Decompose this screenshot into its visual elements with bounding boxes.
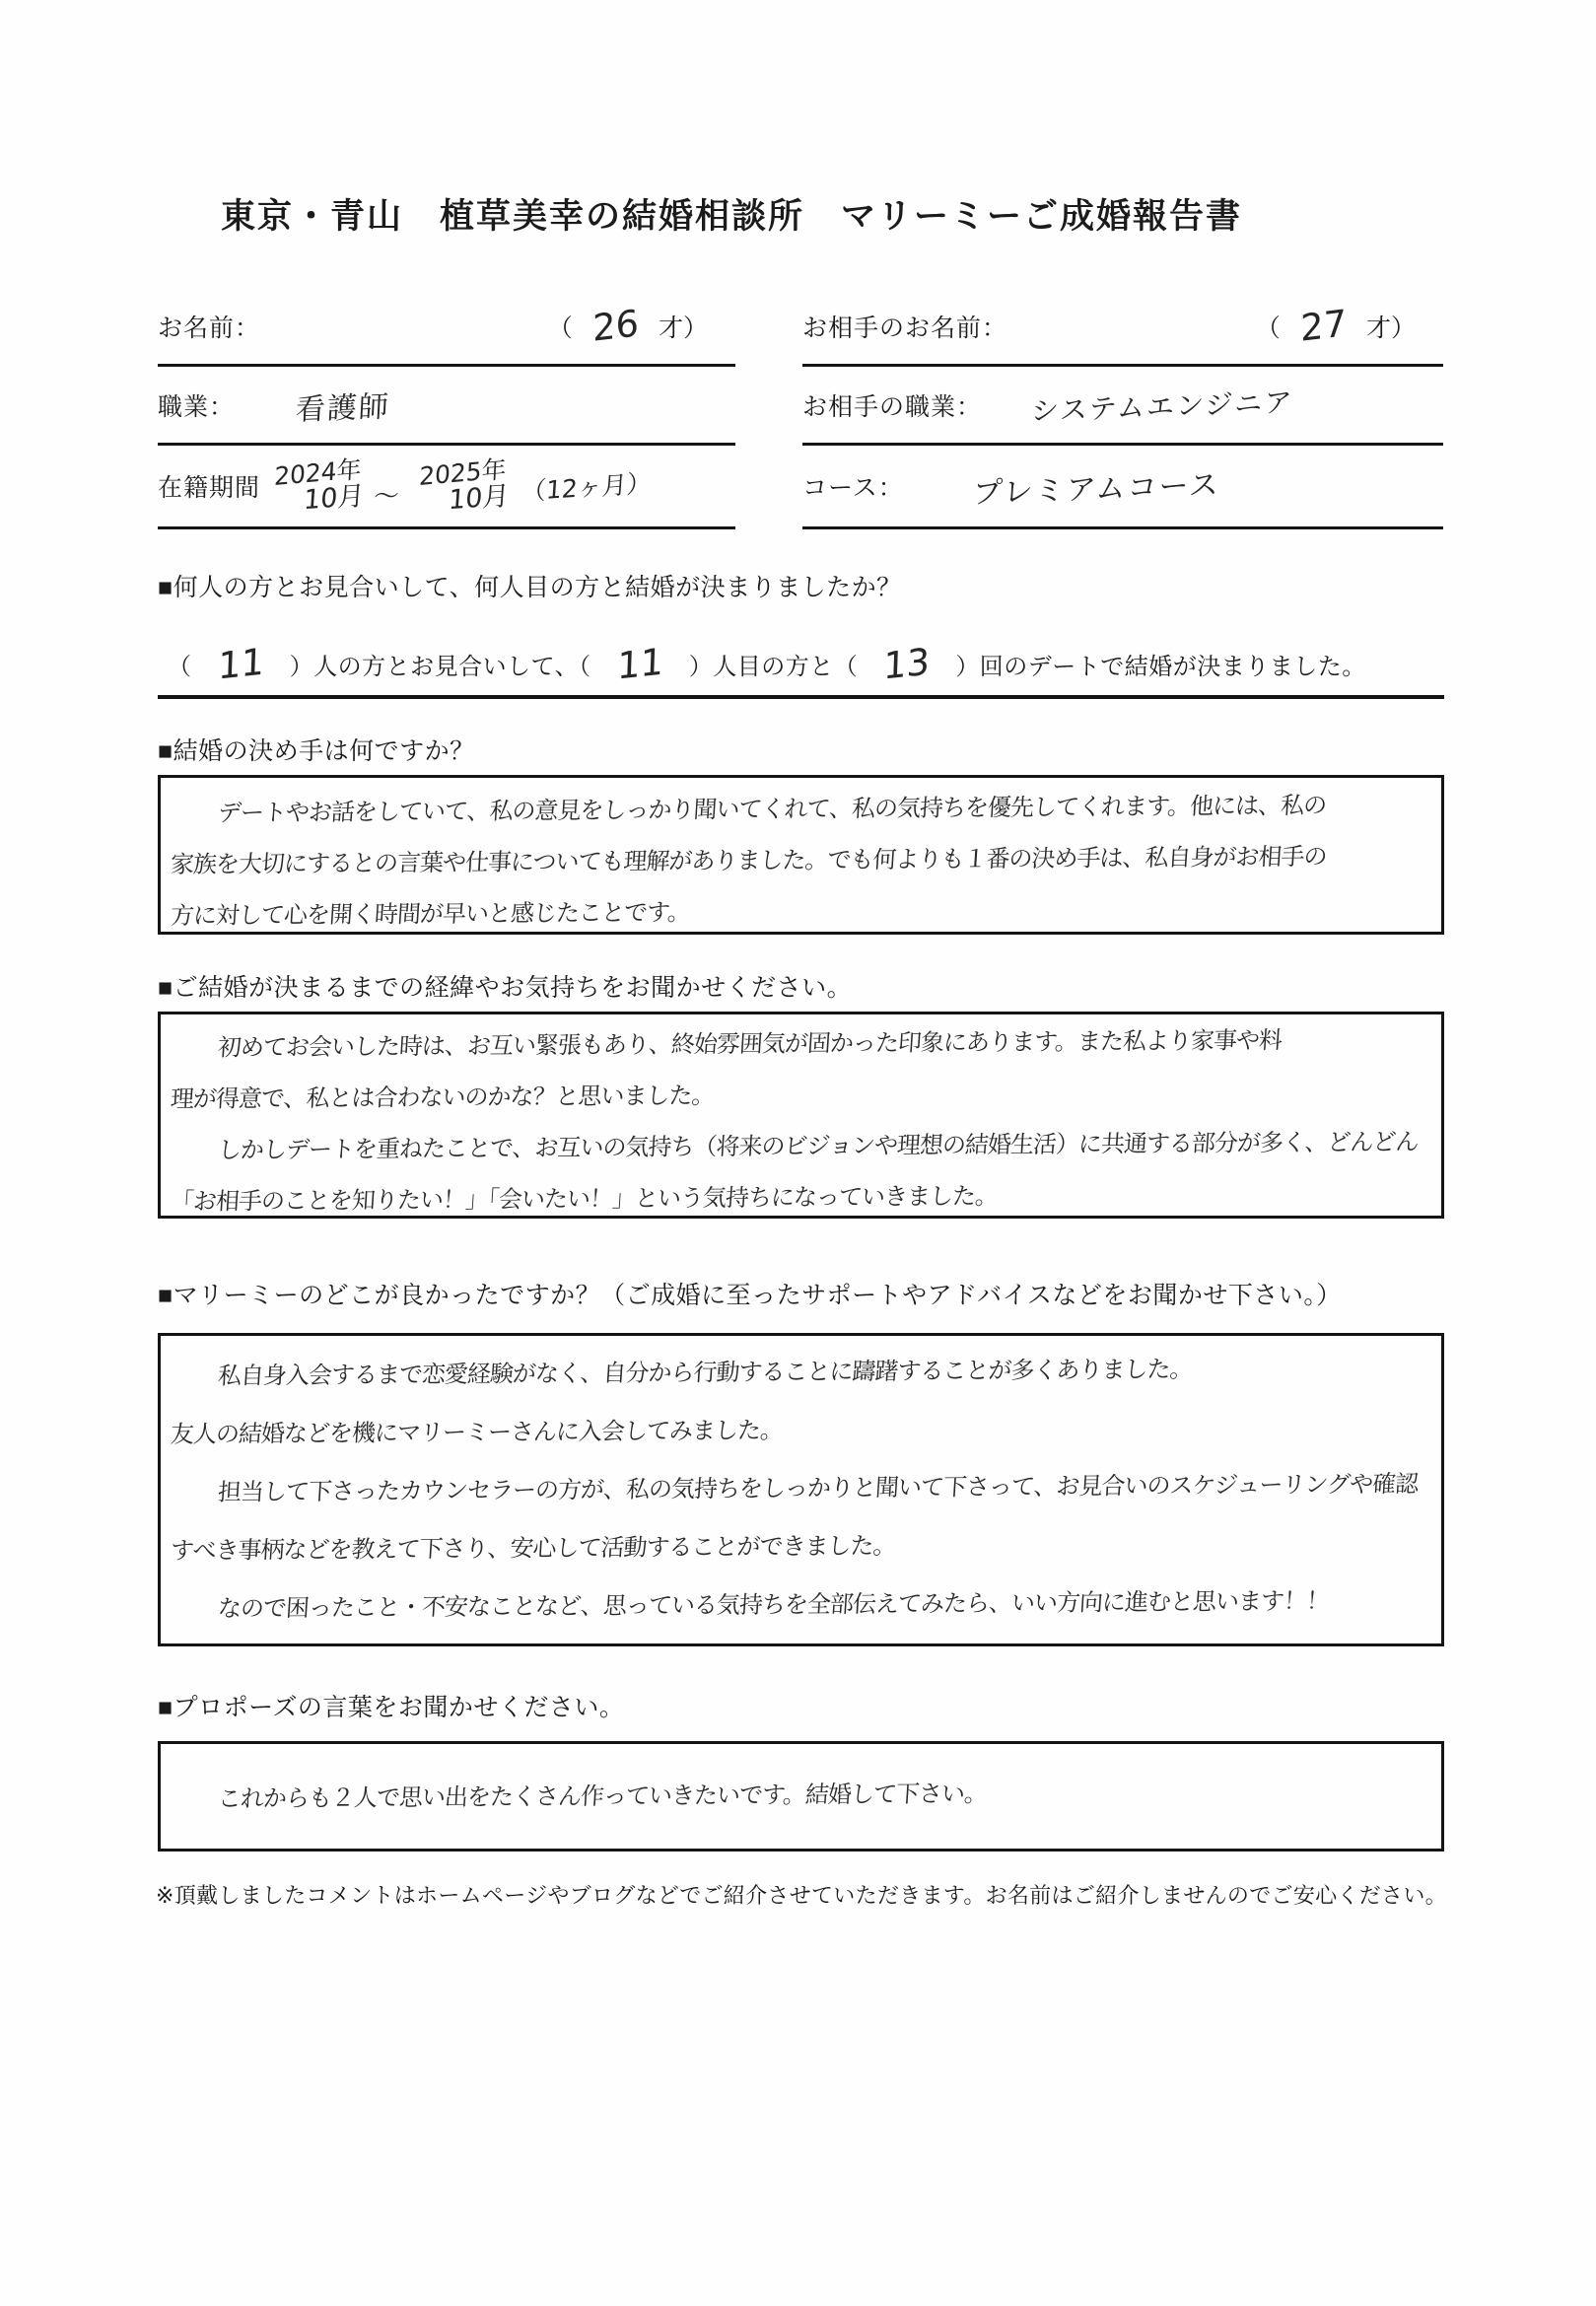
answer-box-q2 <box>158 775 1444 935</box>
period-tilde: ～ <box>373 481 401 513</box>
handwritten-age: 26 <box>591 302 640 350</box>
profile-table-self <box>158 288 735 529</box>
answer-box-q3 <box>158 1012 1444 1219</box>
period-label: 在籍期間 <box>158 474 261 502</box>
partner-job-label: お相手の職業： <box>802 392 983 421</box>
paren-close: 才） <box>1365 314 1416 342</box>
question-4-heading: ■マリーミーのどこが良かったですか？（ご成婚に至ったサポートやアドバイスなどをお聞かせ下さい。） <box>158 1282 1342 1309</box>
period-end-year: 2025年 <box>418 454 508 492</box>
period-end-month: 10月 <box>448 480 511 517</box>
answer-line: 初めてお会いした時は、お互い緊張もあり、終始雰囲気が固かった印象にあります。また私より家事や料 <box>217 1026 1283 1062</box>
handwritten-period-start <box>273 454 366 517</box>
handwritten-course: プレミアムコース <box>971 467 1221 512</box>
answer-line: しかしデートを重ねたことで、お互いの気持ち（将来のビジョンや理想の結婚生活）に共通する部分が多く、どんどん <box>217 1128 1420 1164</box>
name-label: お名前： <box>158 314 261 342</box>
answer-line: これからも２人で思い出をたくさん作っていきたいです。結婚して下さい。 <box>217 1780 988 1813</box>
handwritten-job: 看護師 <box>294 388 391 428</box>
field-row-partner-name <box>802 288 1443 367</box>
partner-age-group <box>1255 302 1416 350</box>
field-row-period <box>158 446 735 529</box>
answer-line: すべき事柄などを教えて下さり、安心して活動することができました。 <box>170 1531 897 1565</box>
partner-name-label: お相手のお名前： <box>802 314 1008 342</box>
age-group <box>547 302 708 350</box>
handwritten-partner-job: システムエンジニア <box>1030 384 1295 428</box>
handwritten-partner-age: 27 <box>1299 302 1348 350</box>
answer-line: 「お相手のことを知りたい！」「会いたい！」という気持ちになっていきました。 <box>170 1182 999 1216</box>
field-row-partner-job <box>802 367 1443 446</box>
question-1-heading: ■何人の方とお見合いして、何人目の方と結婚が決まりましたか？ <box>158 574 902 601</box>
answer-line: 友人の結婚などを機にマリーミーさんに入会してみました。 <box>170 1416 784 1448</box>
paren-open: （ <box>1255 314 1281 342</box>
handwritten-duration: （12ヶ月） <box>520 468 653 507</box>
field-row-course <box>802 446 1443 529</box>
answer-box-q5 <box>158 1741 1444 1852</box>
answer-line: 家族を大切にするとの言葉や仕事についても理解がありました。でも何よりも１番の決め手は、私自身がお相手の <box>170 842 1328 878</box>
field-row-job <box>158 367 735 446</box>
page-title: 東京・青山 植草美幸の結婚相談所 マリーミーご成婚報告書 <box>221 197 1243 236</box>
answer-line: 担当して下さったカウンセラーの方が、私の気持ちをしっかりと聞いて下さって、お見合いのスケジューリングや確認 <box>217 1470 1419 1506</box>
paren-close: 才） <box>658 314 708 342</box>
period-start-month: 10月 <box>302 480 366 517</box>
printed-text: ）回のデートで結婚が決まりました。 <box>955 654 1366 680</box>
answer-line: 私自身入会するまで恋愛経験がなく、自分から行動することに躊躇することが多くありました。 <box>217 1355 1194 1390</box>
answer-line: 理が得意で、私とは合わないのかな？と思いました。 <box>170 1082 716 1113</box>
printed-text: ）人目の方と（ <box>688 654 859 680</box>
handwritten-person-number: 11 <box>615 640 664 688</box>
question-5-heading: ■プロポーズの言葉をお聞かせください。 <box>158 1694 625 1721</box>
answer-box-q4 <box>158 1333 1444 1646</box>
separator-line <box>158 695 1444 699</box>
job-label: 職業： <box>158 392 236 421</box>
profile-table-partner <box>802 288 1443 529</box>
answer-line: 方に対して心を開く時間が早いと感じたことです。 <box>170 898 691 930</box>
handwritten-meeting-count: 11 <box>216 640 265 688</box>
printed-text: （ <box>168 654 192 680</box>
question-3-heading: ■ご結婚が決まるまでの経緯やお気持ちをお聞かせください。 <box>158 974 853 1002</box>
printed-text: ）人の方とお見合いして、（ <box>289 654 591 680</box>
field-row-name <box>158 288 735 367</box>
handwritten-date-count: 13 <box>882 640 931 688</box>
handwritten-period-end <box>418 454 511 517</box>
footer-note: ※頂戴しましたコメントはホームページやブログなどでご紹介させていただきます。お名前はご紹介しませんのでご安心ください。 <box>156 1883 1447 1908</box>
question-2-heading: ■結婚の決め手は何ですか？ <box>158 737 475 765</box>
answer-line: なので困ったこと・不安なことなど、思っている気持ちを全部伝えてみたら、いい方向に進むと思います！！ <box>217 1586 1330 1623</box>
answer-line: デートやお話をしていて、私の意見をしっかり聞いてくれて、私の気持ちを優先してくれます。他には、私の <box>217 791 1327 827</box>
course-label: コース： <box>802 474 904 502</box>
period-start-year: 2024年 <box>273 454 363 492</box>
paren-open: （ <box>547 314 573 342</box>
question-1-answer <box>168 640 1366 688</box>
